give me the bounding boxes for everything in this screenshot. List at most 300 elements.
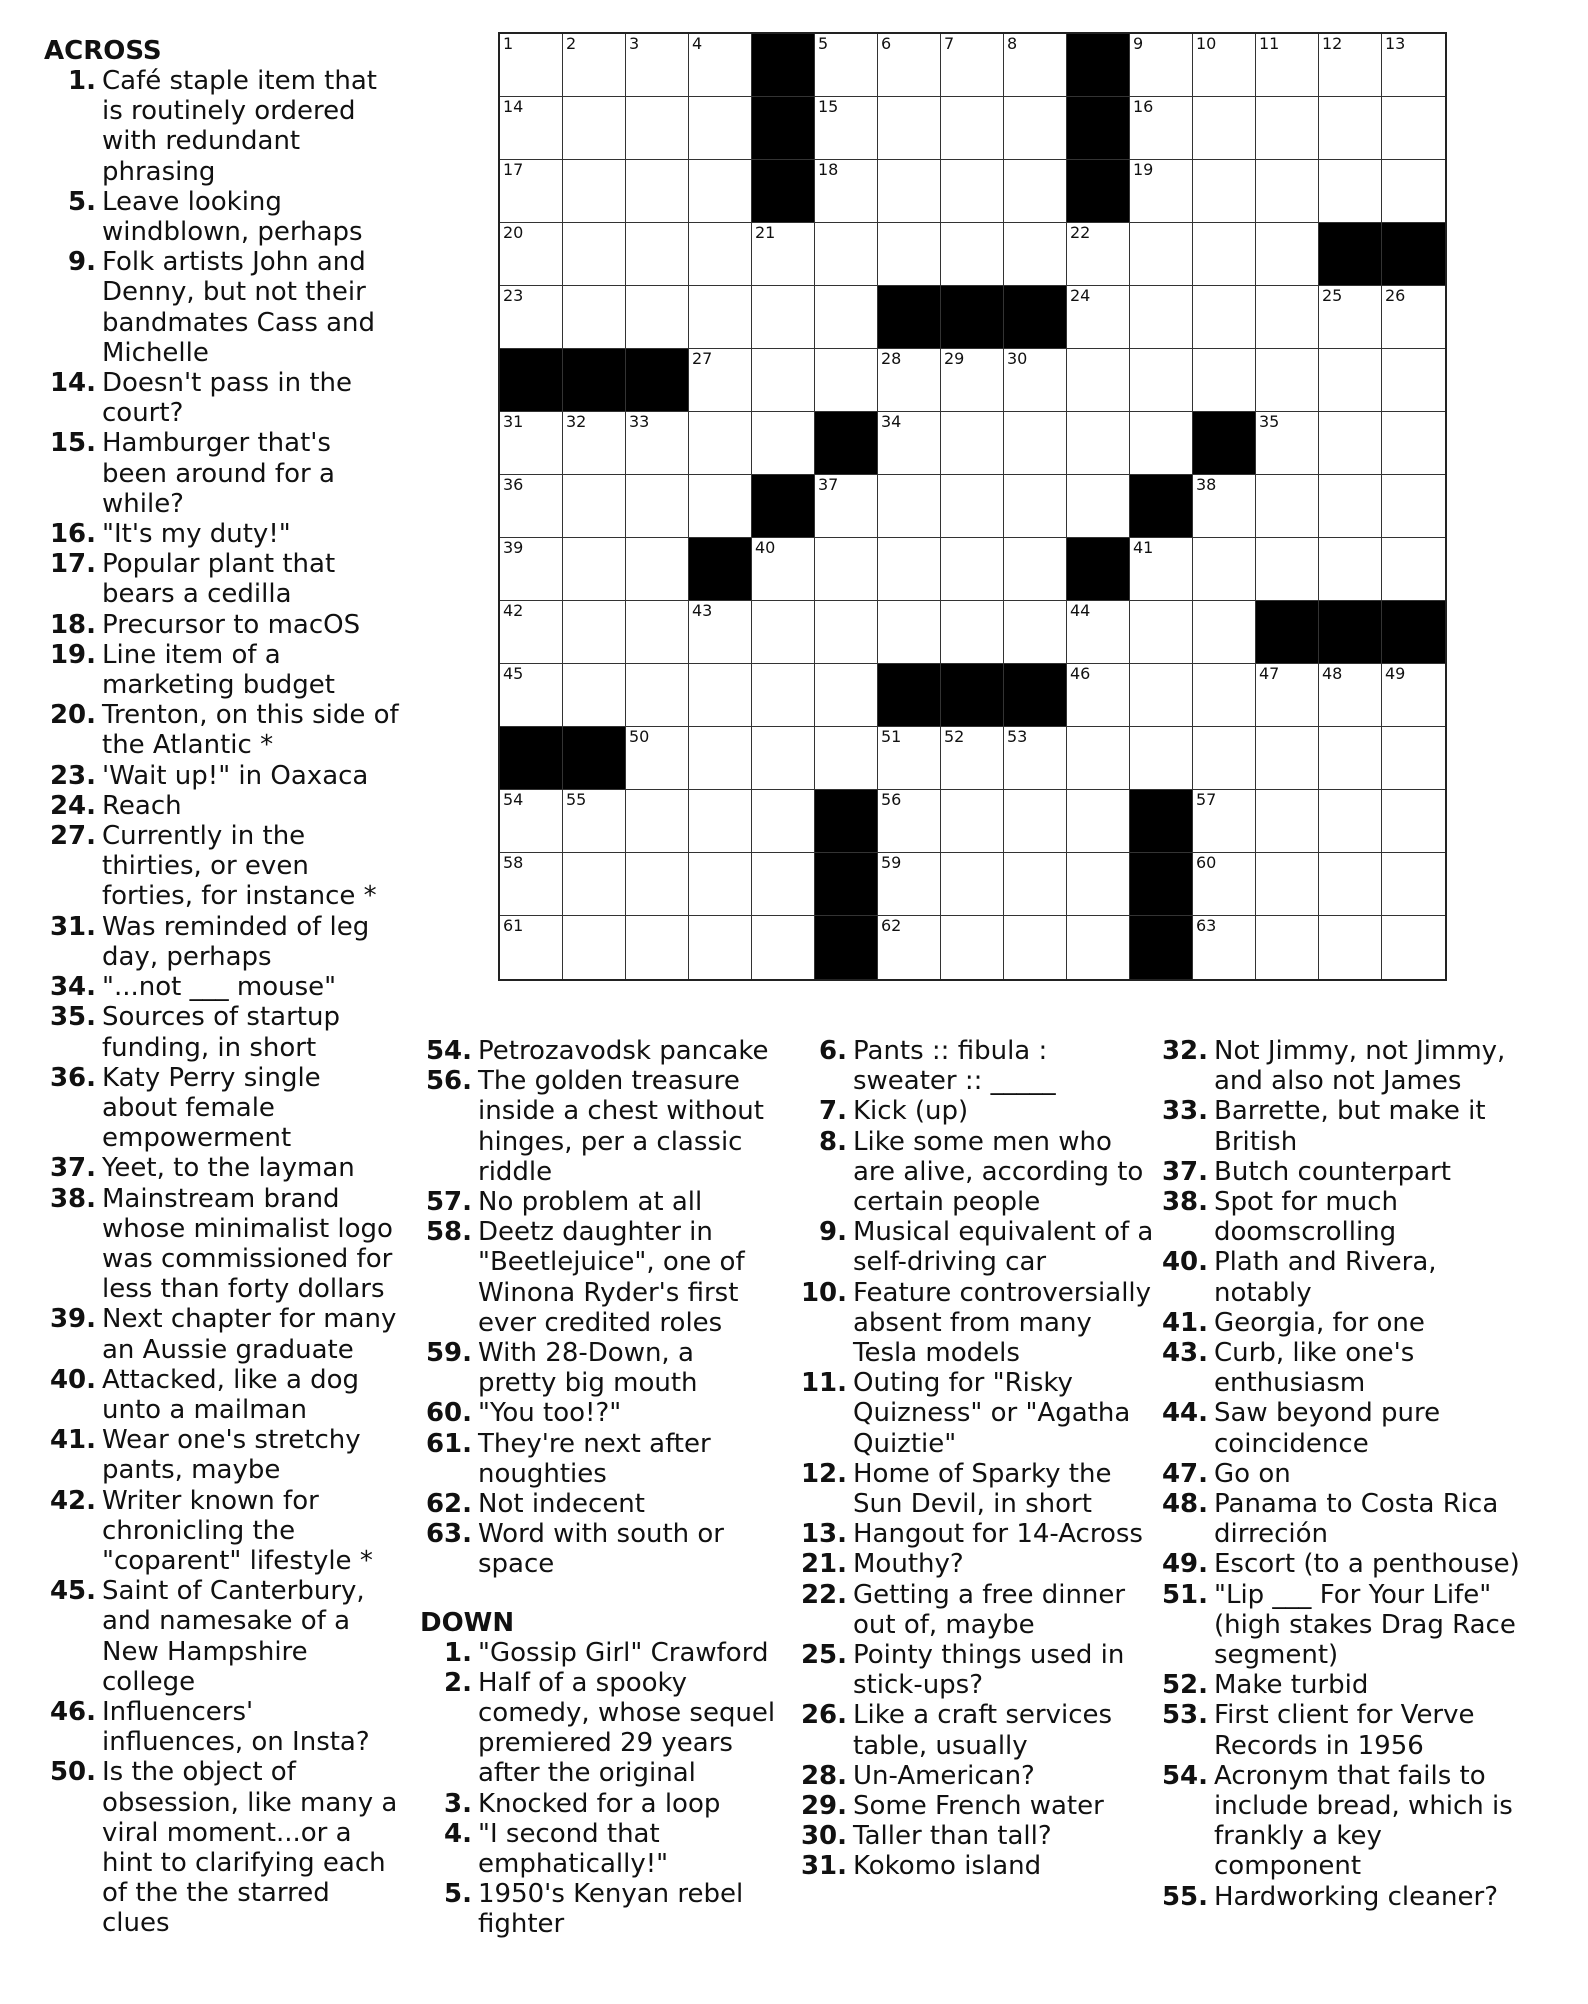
grid-cell[interactable]	[626, 538, 689, 601]
grid-cell[interactable]	[689, 790, 752, 853]
grid-cell[interactable]	[815, 34, 878, 97]
clue-number: 4.	[444, 1818, 472, 1849]
clue-item	[44, 428, 400, 519]
clue-number: 34.	[49, 972, 96, 1003]
grid-cell[interactable]	[941, 412, 1004, 475]
grid-cell[interactable]	[689, 412, 752, 475]
grid-cell[interactable]	[563, 664, 626, 727]
grid-cell[interactable]	[1193, 790, 1256, 853]
grid-cell[interactable]	[815, 160, 878, 223]
grid-cell[interactable]	[1193, 97, 1256, 160]
grid-cell[interactable]	[1319, 349, 1382, 412]
grid-cell[interactable]	[626, 34, 689, 97]
grid-cell[interactable]	[500, 160, 563, 223]
grid-cell[interactable]	[1256, 412, 1319, 475]
cell-number: 26	[1385, 286, 1406, 305]
grid-cell[interactable]	[1193, 475, 1256, 538]
grid-cell[interactable]	[1319, 412, 1382, 475]
clue-text: Precursor to macOS	[102, 609, 361, 640]
grid-cell[interactable]	[1319, 664, 1382, 727]
clue-item	[1156, 1247, 1536, 1307]
grid-cell[interactable]	[1382, 853, 1445, 916]
grid-cell[interactable]	[500, 601, 563, 664]
grid-cell[interactable]	[752, 286, 815, 349]
cell-number: 56	[881, 790, 902, 809]
grid-cell[interactable]	[689, 916, 752, 979]
grid-cell[interactable]	[815, 97, 878, 160]
grid-cell[interactable]	[626, 916, 689, 979]
grid-cell[interactable]	[941, 223, 1004, 286]
grid-cell[interactable]	[500, 97, 563, 160]
clue-item	[44, 1757, 400, 1938]
grid-cell[interactable]	[626, 664, 689, 727]
grid-cell[interactable]	[1256, 475, 1319, 538]
grid-cell[interactable]	[1382, 475, 1445, 538]
grid-cell[interactable]	[878, 34, 941, 97]
grid-cell[interactable]	[626, 601, 689, 664]
grid-cell[interactable]	[1067, 223, 1130, 286]
cell-number: 29	[944, 349, 965, 368]
down-clue-list	[420, 1638, 780, 1940]
grid-cell[interactable]	[878, 160, 941, 223]
clue-number: 51.	[1161, 1579, 1208, 1610]
grid-cell[interactable]	[1130, 601, 1193, 664]
grid-cell[interactable]	[878, 916, 941, 979]
grid-cell[interactable]	[941, 790, 1004, 853]
clues-column-4	[1156, 1036, 1536, 1912]
clue-number: 2.	[444, 1667, 472, 1698]
grid-cell[interactable]	[1067, 664, 1130, 727]
grid-cell[interactable]	[1319, 286, 1382, 349]
grid-cell[interactable]	[626, 412, 689, 475]
grid-cell[interactable]	[1382, 160, 1445, 223]
grid-cell[interactable]	[1256, 727, 1319, 790]
grid-cell[interactable]	[1004, 412, 1067, 475]
clue-number: 54.	[1161, 1760, 1208, 1791]
grid-cell[interactable]	[689, 160, 752, 223]
cell-number: 12	[1322, 34, 1343, 53]
grid-cell[interactable]	[1193, 601, 1256, 664]
cell-number: 30	[1007, 349, 1028, 368]
grid-cell[interactable]	[1193, 223, 1256, 286]
clue-text: Influencers' influences, on Insta?	[102, 1696, 370, 1758]
grid-cell[interactable]	[500, 34, 563, 97]
clue-text: "Gossip Girl" Crawford	[478, 1637, 769, 1668]
grid-cell[interactable]	[1067, 853, 1130, 916]
grid-cell[interactable]	[1256, 349, 1319, 412]
grid-cell[interactable]	[815, 601, 878, 664]
grid-cell[interactable]	[1319, 790, 1382, 853]
clue-item	[1156, 1308, 1536, 1338]
clue-text: Deetz daughter in "Beetlejuice", one of Winona Ryder's first ever credited roles	[478, 1217, 745, 1338]
grid-cell[interactable]	[500, 790, 563, 853]
clue-item	[420, 1066, 780, 1187]
grid-cell[interactable]	[563, 97, 626, 160]
grid-cell[interactable]	[1004, 790, 1067, 853]
grid-cell[interactable]	[815, 727, 878, 790]
grid-cell[interactable]	[878, 601, 941, 664]
grid-cell[interactable]	[815, 286, 878, 349]
clue-number: 9.	[68, 247, 96, 278]
clue-text: Yeet, to the layman	[102, 1153, 355, 1184]
grid-cell[interactable]	[1067, 286, 1130, 349]
grid-cell[interactable]	[1382, 286, 1445, 349]
grid-cell[interactable]	[1067, 916, 1130, 979]
grid-cell[interactable]	[1382, 727, 1445, 790]
grid-cell[interactable]	[626, 475, 689, 538]
clue-number: 12.	[800, 1458, 847, 1489]
grid-cell[interactable]	[878, 790, 941, 853]
clue-number: 43.	[1161, 1338, 1208, 1369]
grid-cell[interactable]	[878, 223, 941, 286]
clue-text: Getting a free dinner out of, maybe	[853, 1579, 1126, 1640]
grid-cell[interactable]	[500, 538, 563, 601]
grid-cell[interactable]	[689, 664, 752, 727]
grid-cell[interactable]	[1004, 727, 1067, 790]
clue-number: 5.	[444, 1879, 472, 1910]
clue-text: Katy Perry single about female empowerment	[102, 1062, 321, 1154]
clue-item	[420, 1217, 780, 1338]
grid-cell[interactable]	[1382, 916, 1445, 979]
grid-cell[interactable]	[500, 853, 563, 916]
grid-cell[interactable]	[689, 853, 752, 916]
clue-text: Spot for much doomscrolling	[1214, 1187, 1398, 1248]
clue-number: 36.	[49, 1062, 96, 1093]
clue-item	[420, 1398, 780, 1428]
grid-cell[interactable]	[752, 664, 815, 727]
grid-cell[interactable]	[941, 475, 1004, 538]
grid-block	[1319, 601, 1382, 664]
clue-number: 14.	[49, 368, 96, 399]
grid-cell[interactable]	[941, 349, 1004, 412]
grid-cell[interactable]	[1130, 664, 1193, 727]
clue-text: Kokomo island	[853, 1851, 1042, 1882]
cell-number: 43	[692, 601, 713, 620]
grid-cell[interactable]	[626, 853, 689, 916]
clue-text: With 28-Down, a pretty big mouth	[478, 1338, 698, 1399]
cell-number: 32	[566, 412, 587, 431]
cell-number: 49	[1385, 664, 1406, 683]
clue-number: 3.	[444, 1788, 472, 1819]
clue-text: Pointy things used in stick-ups?	[853, 1640, 1125, 1701]
grid-cell[interactable]	[1004, 160, 1067, 223]
grid-cell[interactable]	[689, 727, 752, 790]
clue-number: 8.	[819, 1126, 847, 1157]
across-clue-list	[44, 66, 400, 1939]
grid-cell[interactable]	[563, 34, 626, 97]
clue-number: 33.	[1161, 1096, 1208, 1127]
clue-number: 28.	[800, 1760, 847, 1791]
grid-cell[interactable]	[941, 727, 1004, 790]
grid-cell[interactable]	[878, 727, 941, 790]
grid-cell[interactable]	[563, 853, 626, 916]
grid-cell[interactable]	[941, 601, 1004, 664]
grid-cell[interactable]	[1256, 34, 1319, 97]
grid-cell[interactable]	[1193, 349, 1256, 412]
grid-cell[interactable]	[500, 475, 563, 538]
cell-number: 34	[881, 412, 902, 431]
grid-cell[interactable]	[1130, 160, 1193, 223]
grid-cell[interactable]	[563, 286, 626, 349]
cell-number: 57	[1196, 790, 1217, 809]
grid-cell[interactable]	[1256, 853, 1319, 916]
grid-cell[interactable]	[815, 475, 878, 538]
clue-text: They're next after noughties	[478, 1428, 711, 1489]
clue-item	[420, 1668, 780, 1789]
grid-cell[interactable]	[1382, 349, 1445, 412]
grid-cell[interactable]	[752, 538, 815, 601]
grid-cell[interactable]	[1256, 538, 1319, 601]
clue-item	[795, 1700, 1155, 1760]
grid-cell[interactable]	[752, 601, 815, 664]
grid-cell[interactable]	[1382, 664, 1445, 727]
clue-item	[795, 1549, 1155, 1579]
grid-cell[interactable]	[1319, 475, 1382, 538]
grid-cell[interactable]	[1130, 223, 1193, 286]
grid-cell[interactable]	[1256, 286, 1319, 349]
grid-cell[interactable]	[941, 34, 1004, 97]
grid-cell[interactable]	[878, 853, 941, 916]
grid-cell[interactable]	[1193, 286, 1256, 349]
grid-cell[interactable]	[563, 916, 626, 979]
grid-cell[interactable]	[1382, 538, 1445, 601]
grid-cell[interactable]	[752, 853, 815, 916]
clue-number: 62.	[425, 1489, 472, 1520]
grid-block	[1004, 286, 1067, 349]
clue-number: 10.	[800, 1277, 847, 1308]
clue-text: Acronym that fails to include bread, which is frankly a key component	[1214, 1760, 1513, 1882]
grid-cell[interactable]	[689, 601, 752, 664]
cell-number: 37	[818, 475, 839, 494]
grid-cell[interactable]	[941, 853, 1004, 916]
clue-number: 39.	[49, 1304, 96, 1335]
clue-number: 19.	[49, 639, 96, 670]
grid-block	[626, 349, 689, 412]
grid-cell[interactable]	[626, 286, 689, 349]
down-clue-list-continued-2	[1156, 1036, 1536, 1912]
grid-cell[interactable]	[1193, 160, 1256, 223]
grid-cell[interactable]	[1130, 349, 1193, 412]
clue-text: Wear one's stretchy pants, maybe	[102, 1425, 361, 1486]
grid-cell[interactable]	[1067, 475, 1130, 538]
grid-cell[interactable]	[1256, 160, 1319, 223]
cell-number: 6	[881, 34, 892, 53]
clue-text: Leave looking windblown, perhaps	[102, 186, 363, 248]
clue-text: Pants :: fibula : sweater :: _____	[853, 1036, 1056, 1097]
grid-cell[interactable]	[1130, 538, 1193, 601]
grid-cell[interactable]	[626, 727, 689, 790]
grid-cell[interactable]	[815, 349, 878, 412]
grid-cell[interactable]	[1130, 727, 1193, 790]
cell-number: 23	[503, 286, 524, 305]
grid-cell[interactable]	[563, 223, 626, 286]
grid-cell[interactable]	[1004, 475, 1067, 538]
grid-cell[interactable]	[626, 97, 689, 160]
grid-block	[815, 412, 878, 475]
grid-cell[interactable]	[1319, 97, 1382, 160]
clue-item	[44, 1365, 400, 1425]
grid-block	[752, 160, 815, 223]
grid-cell[interactable]	[563, 601, 626, 664]
clue-text: "Lip ___ For Your Life" (high stakes Drag Race segment)	[1214, 1579, 1516, 1671]
clue-text: Is the object of obsession, like many a viral moment...or a hint to clarifying each of the the starred clues	[102, 1757, 398, 1939]
clue-item	[1156, 1398, 1536, 1458]
clue-item	[420, 1187, 780, 1217]
grid-cell[interactable]	[1067, 727, 1130, 790]
clue-number: 59.	[425, 1338, 472, 1369]
grid-cell[interactable]	[1319, 916, 1382, 979]
clue-text: Mainstream brand whose minimalist logo was commissioned for less than forty dollars	[102, 1183, 393, 1305]
grid-cell[interactable]	[1004, 349, 1067, 412]
cell-number: 18	[818, 160, 839, 179]
grid-cell[interactable]	[500, 223, 563, 286]
grid-cell[interactable]	[689, 475, 752, 538]
grid-cell[interactable]	[1193, 853, 1256, 916]
grid-cell[interactable]	[1004, 34, 1067, 97]
grid-cell[interactable]	[752, 790, 815, 853]
clue-item	[420, 1638, 780, 1668]
grid-cell[interactable]	[626, 790, 689, 853]
grid-block	[1130, 916, 1193, 979]
clue-item	[44, 761, 400, 791]
grid-cell[interactable]	[1130, 34, 1193, 97]
grid-cell[interactable]	[1382, 34, 1445, 97]
grid-cell[interactable]	[752, 223, 815, 286]
grid-cell[interactable]	[1004, 601, 1067, 664]
grid-block	[878, 664, 941, 727]
cell-number: 3	[629, 34, 640, 53]
grid-cell[interactable]	[500, 664, 563, 727]
grid-cell[interactable]	[1004, 853, 1067, 916]
grid-cell[interactable]	[941, 538, 1004, 601]
grid-cell[interactable]	[815, 664, 878, 727]
grid-cell[interactable]	[689, 223, 752, 286]
grid-cell[interactable]	[1004, 538, 1067, 601]
grid-cell[interactable]	[1130, 412, 1193, 475]
grid-cell[interactable]	[1067, 790, 1130, 853]
grid-cell[interactable]	[1256, 97, 1319, 160]
grid-cell[interactable]	[689, 97, 752, 160]
grid-cell[interactable]	[878, 475, 941, 538]
grid-cell[interactable]	[500, 916, 563, 979]
clue-number: 23.	[49, 760, 96, 791]
clue-text: Feature controversially absent from many Tesla models	[853, 1277, 1152, 1369]
grid-cell[interactable]	[1256, 223, 1319, 286]
cell-number: 21	[755, 223, 776, 242]
grid-cell[interactable]	[1382, 412, 1445, 475]
clue-text: Reach	[102, 790, 182, 821]
grid-block	[941, 286, 1004, 349]
grid-cell[interactable]	[752, 727, 815, 790]
cell-number: 55	[566, 790, 587, 809]
grid-cell[interactable]	[1193, 34, 1256, 97]
grid-cell[interactable]	[1319, 34, 1382, 97]
clue-item	[420, 1036, 780, 1066]
clue-text: First client for Verve Records in 1956	[1214, 1700, 1475, 1761]
clue-item	[1156, 1670, 1536, 1700]
grid-cell[interactable]	[1067, 349, 1130, 412]
clue-item	[44, 1425, 400, 1485]
across-heading: ACROSS	[44, 36, 162, 66]
grid-block	[752, 97, 815, 160]
grid-cell[interactable]	[689, 349, 752, 412]
down-heading: DOWN	[420, 1607, 515, 1638]
grid-cell[interactable]	[1256, 916, 1319, 979]
grid-cell[interactable]	[626, 223, 689, 286]
grid-cell[interactable]	[878, 412, 941, 475]
grid-cell[interactable]	[878, 349, 941, 412]
grid-cell[interactable]	[752, 349, 815, 412]
clue-number: 1.	[444, 1637, 472, 1668]
grid-cell[interactable]	[1382, 97, 1445, 160]
clue-number: 13.	[800, 1519, 847, 1550]
grid-cell[interactable]	[815, 538, 878, 601]
clue-number: 41.	[1161, 1307, 1208, 1338]
grid-cell[interactable]	[1067, 412, 1130, 475]
clue-item	[44, 640, 400, 700]
grid-cell[interactable]	[1130, 97, 1193, 160]
grid-block	[1382, 601, 1445, 664]
grid-cell[interactable]	[752, 916, 815, 979]
clue-item	[44, 1486, 400, 1577]
grid-cell[interactable]	[1319, 853, 1382, 916]
clue-text: Make turbid	[1214, 1670, 1369, 1701]
grid-cell[interactable]	[1004, 223, 1067, 286]
grid-cell[interactable]	[941, 916, 1004, 979]
cell-number: 60	[1196, 853, 1217, 872]
grid-cell[interactable]	[626, 160, 689, 223]
grid-cell[interactable]	[878, 538, 941, 601]
grid-cell[interactable]	[1319, 727, 1382, 790]
clues-column-2	[420, 1036, 780, 1940]
grid-cell[interactable]	[689, 286, 752, 349]
clue-text: Home of Sparky the Sun Devil, in short	[853, 1458, 1112, 1520]
grid-cell[interactable]	[752, 412, 815, 475]
grid-cell[interactable]	[563, 475, 626, 538]
grid-cell[interactable]	[941, 160, 1004, 223]
grid-cell[interactable]	[941, 97, 1004, 160]
clue-number: 42.	[49, 1485, 96, 1516]
grid-cell[interactable]	[1382, 790, 1445, 853]
grid-cell[interactable]	[563, 160, 626, 223]
grid-cell[interactable]	[1004, 97, 1067, 160]
clue-item	[795, 1096, 1155, 1126]
grid-cell[interactable]	[1319, 538, 1382, 601]
grid-cell[interactable]	[1130, 286, 1193, 349]
grid-cell[interactable]	[563, 412, 626, 475]
grid-cell[interactable]	[1067, 601, 1130, 664]
grid-cell[interactable]	[1193, 664, 1256, 727]
grid-cell[interactable]	[689, 34, 752, 97]
grid-cell[interactable]	[878, 97, 941, 160]
grid-cell[interactable]	[1319, 160, 1382, 223]
grid-cell[interactable]	[500, 286, 563, 349]
grid-cell[interactable]	[1004, 916, 1067, 979]
grid-block	[752, 475, 815, 538]
grid-cell[interactable]	[1193, 538, 1256, 601]
grid-cell[interactable]	[563, 538, 626, 601]
grid-cell[interactable]	[815, 223, 878, 286]
grid-cell[interactable]	[563, 790, 626, 853]
grid-cell[interactable]	[1256, 664, 1319, 727]
grid-cell[interactable]	[1256, 790, 1319, 853]
grid-block	[1256, 601, 1319, 664]
cell-number: 7	[944, 34, 955, 53]
grid-cell[interactable]	[500, 412, 563, 475]
grid-cell[interactable]	[1193, 727, 1256, 790]
cell-number: 4	[692, 34, 703, 53]
grid-cell[interactable]	[1193, 916, 1256, 979]
